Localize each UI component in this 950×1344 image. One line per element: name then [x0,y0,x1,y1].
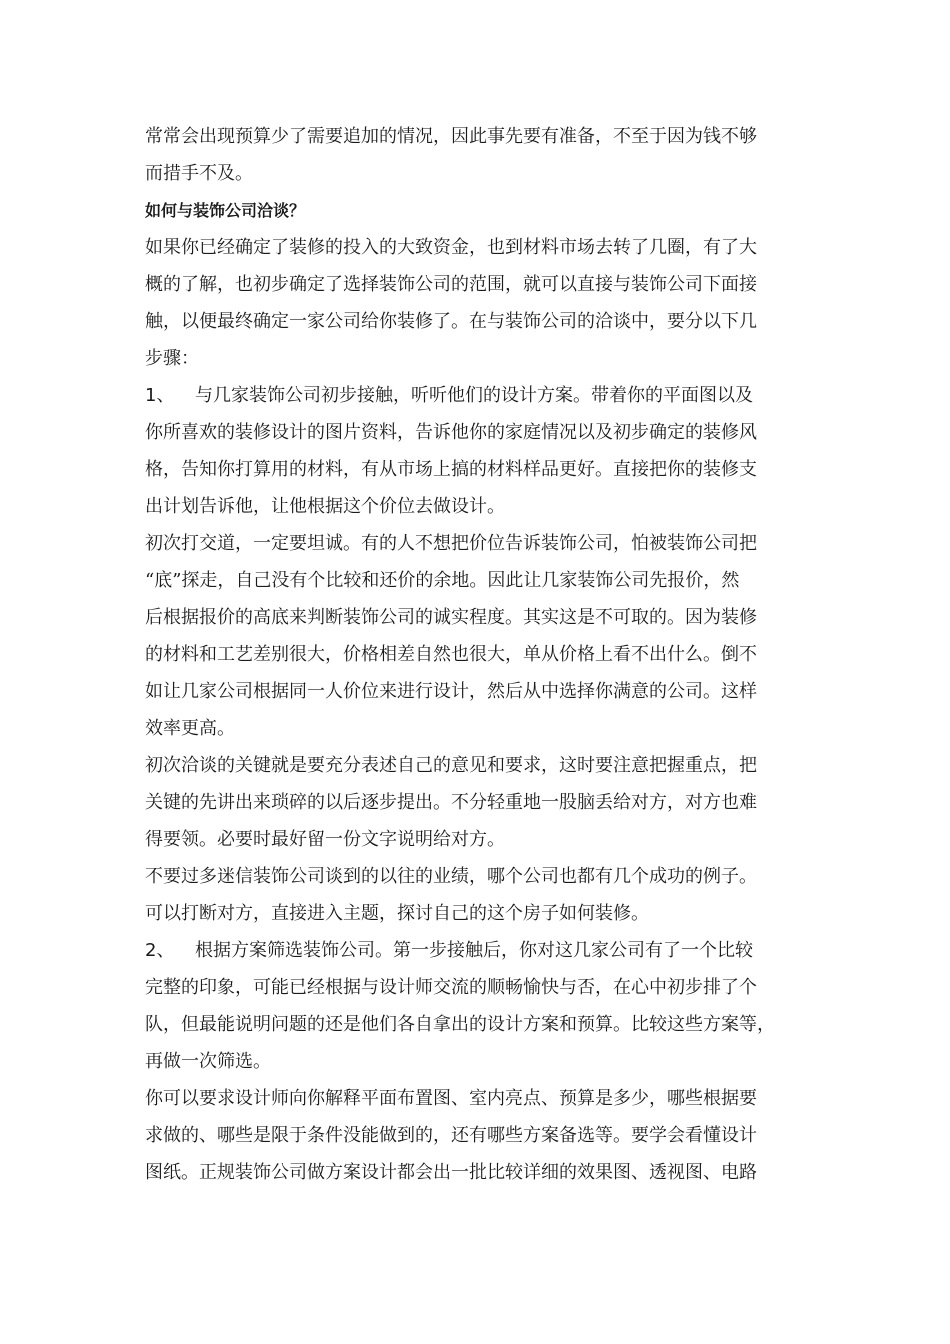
text-line: 完整的印象，可能已经根据与设计师交流的顺畅愉快与否，在心中初步排了个 [145,977,757,998]
text-line: 初次洽谈的关键就是要充分表述自己的意见和要求，这时要注意把握重点，把 [145,755,757,776]
text-line: 效率更高。 [145,718,235,739]
text-line: 得要领。必要时最好留一份文字说明给对方。 [145,829,505,850]
text-line: 出计划告诉他，让他根据这个价位去做设计。 [145,496,505,517]
text-line: 关键的先讲出来琐碎的以后逐步提出。不分轻重地一股脑丢给对方，对方也难 [145,792,757,813]
paragraph-track-record [145,858,810,932]
text-line: 而措手不及。 [145,163,253,184]
text-line: 步骤： [145,348,199,369]
text-line: 如果你已经确定了装修的投入的大致资金，也到材料市场去转了几圈，有了大 [145,237,757,258]
text-line: 不要过多迷信装饰公司谈到的以往的业绩，哪个公司也都有几个成功的例子。 [145,866,757,887]
step-number: 1、 [145,385,175,406]
section-heading: 如何与装饰公司洽谈？ [145,201,306,220]
text-line: 常常会出现预算少了需要追加的情况，因此事先要有准备，不至于因为钱不够 [145,126,757,147]
text-line: 求做的、哪些是限于条件没能做到的，还有哪些方案备选等。要学会看懂设计 [145,1125,757,1146]
text-line: 图纸。正规装饰公司做方案设计都会出一批比较详细的效果图、透视图、电路 [145,1162,757,1183]
text-line: 你可以要求设计师向你解释平面布置图、室内亮点、预算是多少，哪些根据要 [145,1088,757,1109]
document-page [145,118,810,1191]
text-line: 后根据报价的高底来判断装饰公司的诚实程度。其实这是不可取的。因为装修 [145,607,757,628]
text-line: 如让几家公司根据同一人价位来进行设计，然后从中选择你满意的公司。这样 [145,681,757,702]
step-2-lead: 根据方案筛选装饰公司。第一步接触后，你对这几家公司有了一个比较 [195,940,753,961]
step-1-first-line [145,377,810,414]
text-line: 初次打交道，一定要坦诚。有的人不想把价位告诉装饰公司，怕被装饰公司把 [145,533,757,554]
paragraph-key-points [145,747,810,858]
text-line: 再做一次筛选。 [145,1051,271,1072]
text-line: 队，但最能说明问题的还是他们各自拿出的设计方案和预算。比较这些方案等， [145,1014,775,1035]
step-number: 2、 [145,940,175,961]
text-line: 你所喜欢的装修设计的图片资料，告诉他你的家庭情况以及初步确定的装修风 [145,422,757,443]
paragraph-honesty [145,525,810,747]
text-line: 概的了解，也初步确定了选择装饰公司的范围，就可以直接与装饰公司下面接 [145,274,757,295]
step-2-first-line [145,932,810,969]
text-line: 触，以便最终确定一家公司给你装修了。在与装饰公司的洽谈中，要分以下几 [145,311,757,332]
text-line: “底”探走，自己没有个比较和还价的余地。因此让几家装饰公司先报价，然 [145,570,740,591]
paragraph-design-review [145,1080,810,1191]
paragraph-intro [145,118,810,192]
paragraph-overview [145,229,810,377]
text-line: 可以打断对方，直接进入主题，探讨自己的这个房子如何装修。 [145,903,649,924]
step-1 [145,377,810,525]
step-1-lead: 与几家装饰公司初步接触，听听他们的设计方案。带着你的平面图以及 [195,385,753,406]
text-line: 的材料和工艺差别很大，价格相差自然也很大，单从价格上看不出什么。倒不 [145,644,757,665]
step-2 [145,932,810,1080]
text-line: 格，告知你打算用的材料，有从市场上搞的材料样品更好。直接把你的装修支 [145,459,757,480]
